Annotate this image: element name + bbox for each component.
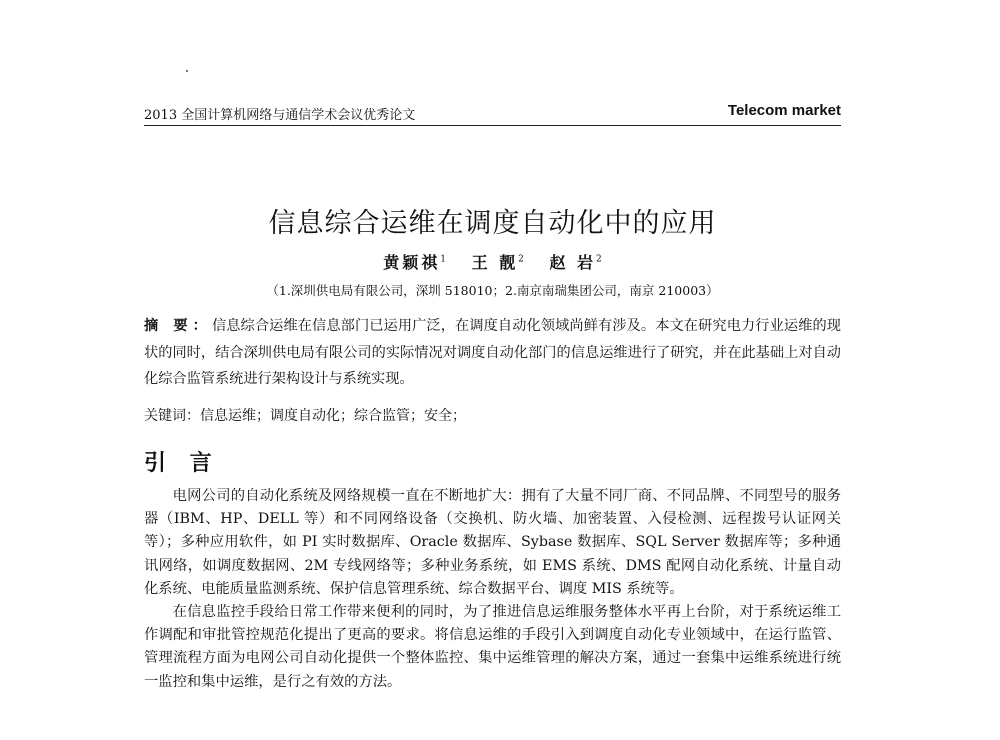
author: 赵 岩$^2$	[549, 253, 602, 272]
keywords	[144, 405, 841, 425]
scan-speck	[186, 70, 188, 72]
author-list	[144, 250, 841, 273]
paragraph: 在信息监控手段给日常工作带来便利的同时，为了推进信息运维服务整体水平再上台阶，对于系统运维工作调配和审批管控规范化提出了更高的要求。将信息运维的手段引入到调度自动化专业领域中，在运行监管、管理流程方面为电网公司自动化提供一个整体监控、集中运维管理的解决方案，通过一套集中运维系统进行统一监控和集中运维，是行之有效的方法。	[144, 604, 841, 690]
paper-title: 信息综合运维在调度自动化中的应用	[268, 208, 717, 239]
header-journal: Telecom market	[727, 102, 841, 119]
running-header	[144, 101, 841, 126]
abstract	[144, 313, 841, 393]
header-conference: 2013 全国计算机网络与通信学术会议优秀论文	[144, 108, 416, 123]
abstract-label: 摘 要：	[144, 318, 212, 334]
abstract-text: 信息综合运维在信息部门已运用广泛，在调度自动化领域尚鲜有涉及。本文在研究电力行业运维的现状的同时，结合深圳供电局有限公司的实际情况对调度自动化部门的信息运维进行了研究，并在此基础上对自动化综合监管系统进行架构设计与系统实现。	[144, 318, 841, 387]
author: 黄颖祺$^1$	[383, 253, 446, 272]
paragraph: 电网公司的自动化系统及网络规模一直在不断地扩大：拥有了大量不同厂商、不同品牌、不同型号的服务器（IBM、HP、DELL 等）和不同网络设备（交换机、防火墙、加密装置、入侵检测、远程拨号认证网关等）；多种应用软件，如 PI 实时数据库、Oracle 数据库、Sybase 数据库、SQL Server 数据库等；多种通讯网络，如调度数据网、2M 专线网络等；多种业务系统，如 EMS 系统、DMS 配网自动化系统、计量自动化系统、电能质量监测系统、保护信息管理系统、综合数据平台、调度 MIS 系统等。	[144, 488, 841, 597]
affiliation: （1.深圳供电局有限公司，深圳 518010；2.南京南瑞集团公司，南京 210003）	[266, 283, 719, 298]
keywords-text: 信息运维；调度自动化；综合监管；安全；	[200, 408, 466, 424]
section-heading: 引 言	[144, 451, 220, 476]
author: 王 靓$^2$	[471, 253, 524, 272]
body-text	[144, 485, 841, 694]
keywords-label: 关键词：	[144, 408, 200, 424]
